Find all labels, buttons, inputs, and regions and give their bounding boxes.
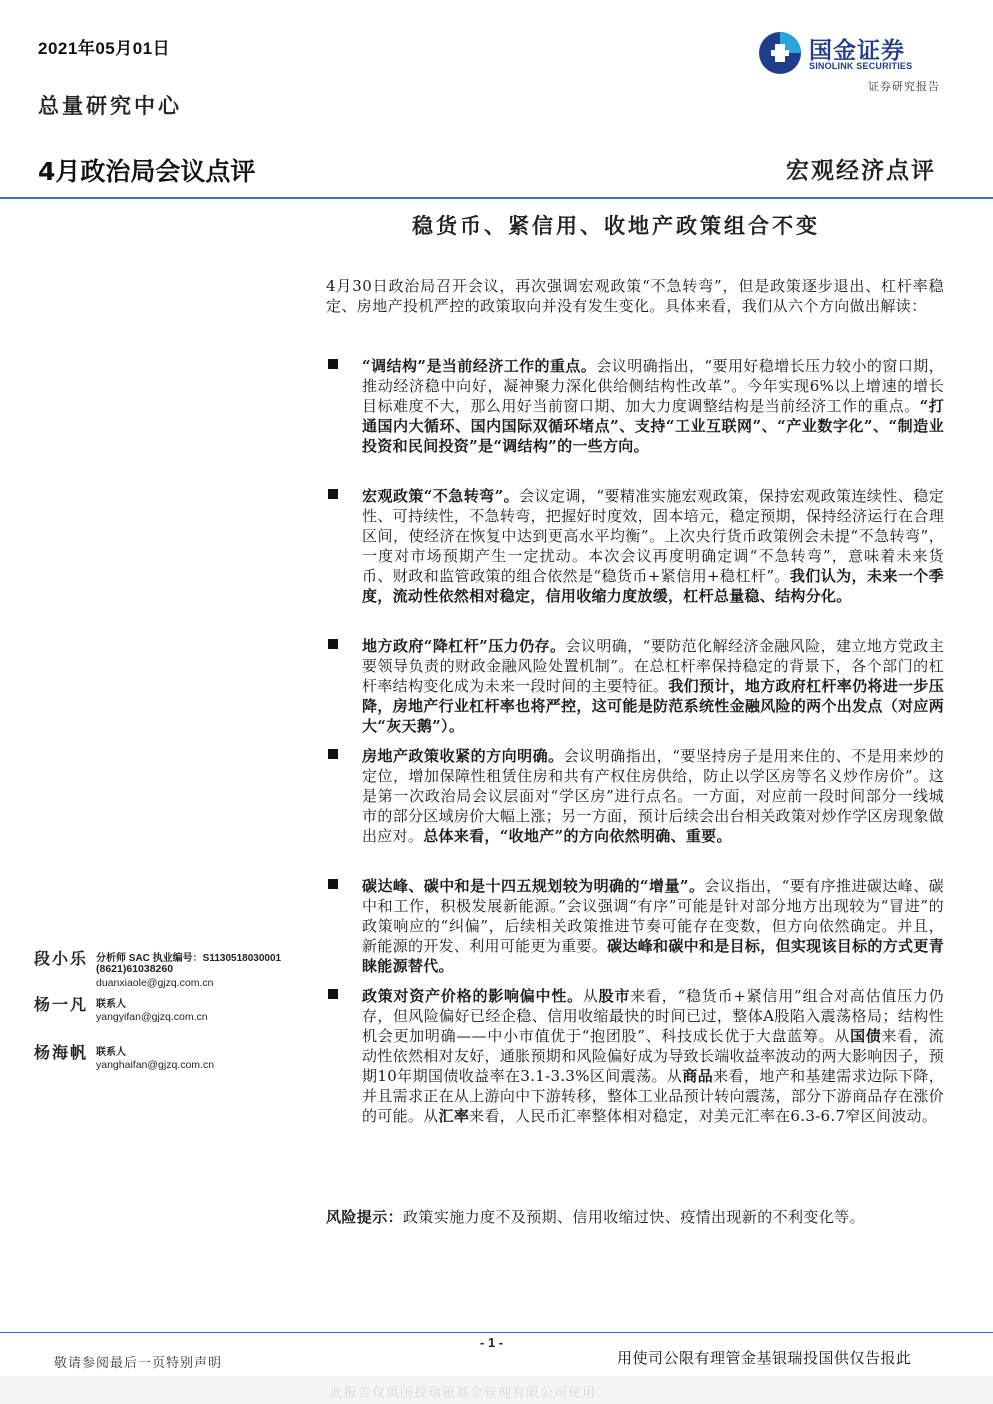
analyst-email[interactable]: duanxiaole@gjzq.com.cn <box>96 977 214 989</box>
bullet-text: 碳达峰、碳中和是十四五规划较为明确的“增量”。会议指出，“要有序推进碳达峰、碳中和工作，积极发展新能源。”会议强调“有序”可能是针对部分地方出现较为“冒进”的政策响应的“纠偏”，后续相关政策推进节奏可能存在变数，但方向依然确定。并且，新能源的开发、利用可能更为重要。碳达峰和碳中和是目标，但实现该目标的方式更青睐能源替代。 <box>362 877 944 975</box>
analyst-role: 联系人 <box>96 999 126 1010</box>
bullet-text: 地方政府“降杠杆”压力仍存。会议明确，“要防范化解经济金融风险，建立地方党政主要领导负责的财政金融风险处置机制”。在总杠杆率保持稳定的背景下，各个部门的杠杆率结构变化成为未来一段时间的主要特征。我们预计，地方政府杠杆率仍将进一步压降，房地产行业杠杆率也将严控，这可能是防范系统性金融风险的两个出发点（对应两大“灰天鹅”）。 <box>362 637 944 735</box>
square-bullet-icon <box>328 749 338 759</box>
analyst-email[interactable]: yanghaifan@gjzq.com.cn <box>96 1059 215 1071</box>
report-title: 4月政治局会议点评 <box>38 157 256 186</box>
report-subtitle: 稳货币、紧信用、收地产政策组合不变 <box>412 213 820 238</box>
analyst-role: 分析师 SAC 执业编号：S1130518030001 <box>96 953 282 964</box>
analyst-role: 联系人 <box>96 1047 126 1058</box>
analyst-name: 杨海帆 <box>34 1043 89 1062</box>
square-bullet-icon <box>328 489 338 499</box>
risk-text: 政策实施力度不及预期、信用收缩过快、疫情出现新的不利变化等。 <box>403 1208 866 1226</box>
logo-chinese-name: 国金证券 <box>809 38 905 64</box>
analyst-email[interactable]: yangyifan@gjzq.com.cn <box>96 1011 208 1023</box>
square-bullet-icon <box>328 639 338 649</box>
analyst-name: 段小乐 <box>34 949 89 968</box>
license-note: 用使司公限有理管金基银瑞投国供仅告报此 <box>617 1349 912 1367</box>
square-bullet-icon <box>328 879 338 889</box>
bullet-text: 宏观政策“不急转弯”。会议定调，“要精准实施宏观政策，保持宏观政策连续性、稳定性、可持续性，不急转弯，把握好时度效，固本培元，稳定预期，保持经济运行在合理区间，使经济在恢复中达到更高水平均衡”。上次央行货币政策例会未提“不急转弯”，一度对市场预期产生一定扰动。本次会议再度明确定调“不急转弯”，意味着未来货币、财政和监管政策的组合依然是“稳货币+紧信用+稳杠杆”。我们认为，未来一个季度，流动性依然相对稳定，信用收缩力度放缓，杠杆总量稳、结构分化。 <box>362 487 944 605</box>
bullet-text: 房地产政策收紧的方向明确。会议明确指出，“要坚持房子是用来住的、不是用来炒的定位，增加保障性租赁住房和共有产权住房供给，防止以学区房等名义炒作房价”。这是第一次政治局会议层面对“学区房”进行点名。一方面，对应前一段时间部分一线城市的部分区域房价大幅上涨；另一方面，预计后续会出台相关政策对炒作学区房现象做出应对。总体来看，“收地产”的方向依然明确、重要。 <box>362 747 944 845</box>
report-date: 2021年05月01日 <box>38 39 171 58</box>
report-category: 宏观经济点评 <box>786 157 936 184</box>
analyst-phone: (8621)61038260 <box>96 963 174 975</box>
disclaimer-note: 敬请参阅最后一页特别声明 <box>54 1356 223 1371</box>
square-bullet-icon <box>328 359 338 369</box>
logo-english-name: SINOLINK SECURITIES <box>809 61 913 71</box>
analyst-name: 杨一凡 <box>34 995 89 1014</box>
intro-paragraph: 4月30日政治局召开会议，再次强调宏观政策“不急转弯”，但是政策逐步退出、杠杆率稳定、房地产投机严控的政策取向并没有发生变化。具体来看，我们从六个方向做出解读： <box>326 277 944 315</box>
bullet-text: 政策对资产价格的影响偏中性。从股市来看，“稳货币+紧信用”组合对高估值压力仍存，但风险偏好已经企稳、信用收缩最快的时间已过，整体A股陷入震荡格局；结构性机会更加明确——中小市值优于“抱团股”、科技成长优于大盘蓝筹。从国债来看，流动性依然相对友好，通胀预期和风险偏好成为导致长端收益率波动的两大影响因子，预期10年期国债收益率在3.1-3.3%区间震荡。从商品来看，地产和基建需求边际下降，并且需求正在从上游向中下游转移，整体工业品预计转向震荡，部分下游商品存在涨价的可能。从汇率来看，人民币汇率整体相对稳定，对美元汇率在6.3-6.7窄区间波动。 <box>362 987 944 1125</box>
sinolink-logo <box>757 30 957 78</box>
risk-warning <box>326 1207 944 1227</box>
footer-divider <box>0 1332 993 1333</box>
risk-label: 风险提示： <box>326 1208 404 1226</box>
research-center-name: 总量研究中心 <box>38 93 182 118</box>
sinolink-logo-icon <box>757 30 803 76</box>
watermark-text: 此报告仅供国投瑞银基金管理有限公司使用 <box>330 1386 597 1401</box>
header-divider <box>0 197 993 199</box>
square-bullet-icon <box>328 989 338 999</box>
page-number: - 1 - <box>480 1335 504 1350</box>
bullet-text: “调结构”是当前经济工作的重点。会议明确指出，“要用好稳增长压力较小的窗口期，推动经济稳中向好，凝神聚力深化供给侧结构性改革”。今年实现6%以上增速的增长目标难度不大，那么用好当前窗口期、加大力度调整结构是当前经济工作的重点。“打通国内大循环、国内国际双循环堵点”、支持“工业互联网”、“产业数字化”、“制造业投资和民间投资”是“调结构”的一些方向。 <box>362 357 945 455</box>
report-type-label: 证券研究报告 <box>868 80 940 93</box>
